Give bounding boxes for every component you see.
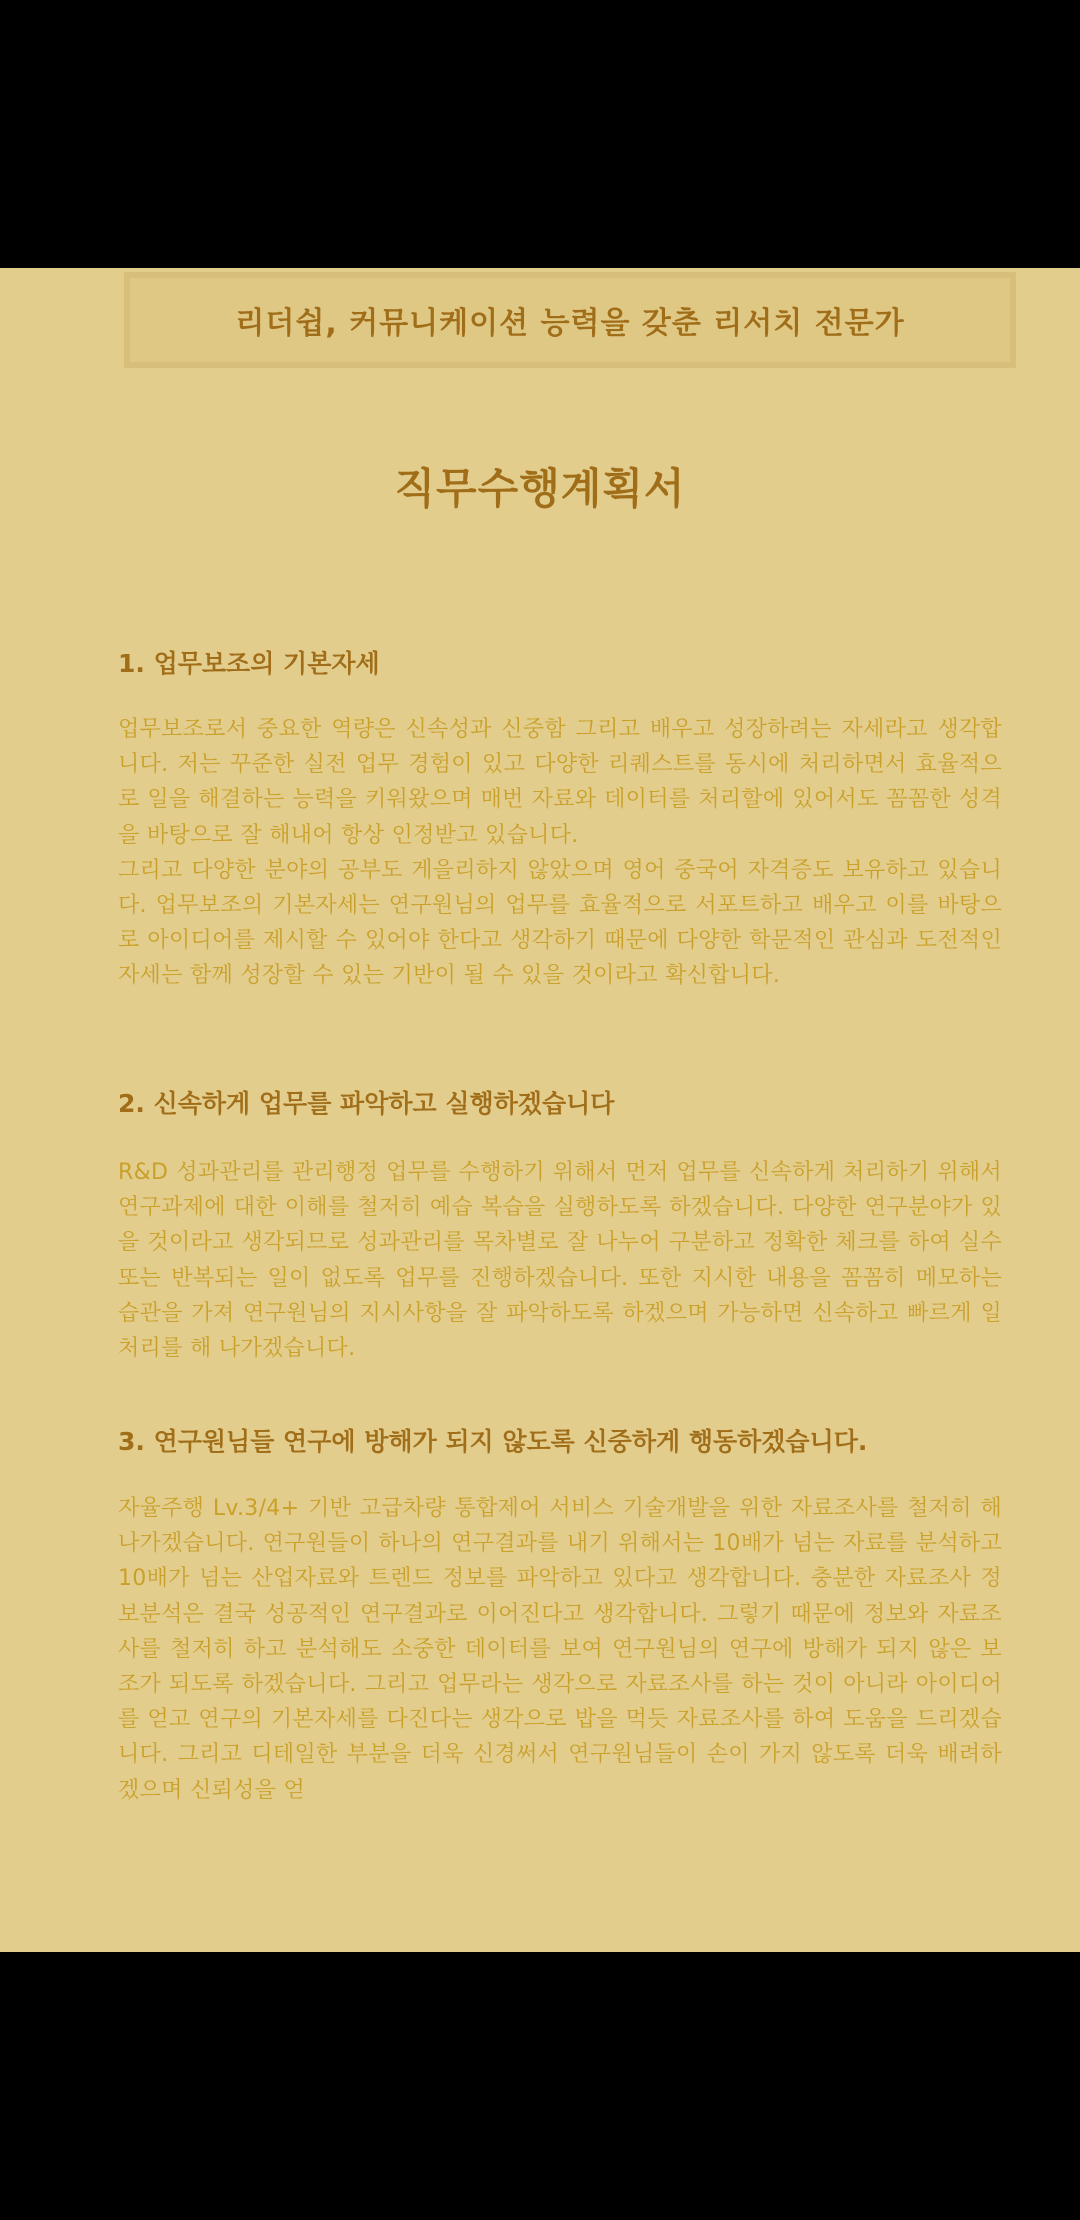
banner-text: 리더쉽, 커뮤니케이션 능력을 갖춘 리서치 전문가	[235, 306, 905, 341]
section-heading-1: 1. 업무보조의 기본자세	[118, 649, 380, 678]
section-heading-2: 2. 신속하게 업무를 파악하고 실행하겠습니다	[118, 1089, 615, 1118]
section-body-3: 자율주행 Lv.3/4+ 기반 고급차량 통합제어 서비스 기술개발을 위한 자료조사를 철저히 해나가겠습니다. 연구원들이 하나의 연구결과를 내기 위해서는 10배가 넘는 자료를 분석하고 10배가 넘는 산업자료와 트렌드 정보를 파악하고 있다고 생각합니다. 충분한 자료조사 정보분석은 결국 성공적인 연구결과로 이어진다고 생각합니다. 그렇기 때문에 정보와 자료조사를 철저히 하고 분석해도 소중한 데이터를 보여 연구원님의 연구에 방해가 되지 않은 보조가 되도록 하겠습니다. 그리고 업무라는 생각으로 자료조사를 하는 것이 아니라 아이디어를 얻고 연구의 기본자세를 다진다는 생각으로 밥을 먹듯 자료조사를 하여 도움을 드리겠습니다. 그리고 디테일한 부분을 더욱 신경써서 연구원님들이 손이 가지 않도록 더욱 배려하겠으며 신뢰성을 얻	[118, 1496, 1002, 1803]
section-body-1: 업무보조로서 중요한 역량은 신속성과 신중함 그리고 배우고 성장하려는 자세라고 생각합니다. 저는 꾸준한 실전 업무 경험이 있고 다양한 리퀘스트를 동시에 처리하면서 효율적으로 일을 해결하는 능력을 키워왔으며 매번 자료와 데이터를 처리할에 있어서도 꼼꼼한 성격을 바탕으로 잘 해내어 항상 인정받고 있습니다. 그리고 다양한 분야의 공부도 게을리하지 않았으며 영어 중국어 자격증도 보유하고 있습니다. 업무보조의 기본자세는 연구원님의 업무를 효율적으로 서포트하고 배우고 이를 바탕으로 아이디어를 제시할 수 있어야 한다고 생각하기 때문에 다양한 학문적인 관심과 도전적인 자세는 함께 성장할 수 있는 기반이 될 수 있을 것이라고 확신합니다.	[118, 717, 1002, 989]
header-banner	[124, 272, 1016, 368]
document-title: 직무수행계획서	[394, 464, 686, 513]
section-heading-3: 3. 연구원님들 연구에 방해가 되지 않도록 신중하게 행동하겠습니다.	[118, 1427, 868, 1456]
section-body-2: R&D 성과관리를 관리행정 업무를 수행하기 위해서 먼저 업무를 신속하게 처리하기 위해서 연구과제에 대한 이해를 철저히 예습 복습을 실행하도록 하겠습니다. 다양한 연구분야가 있을 것이라고 생각되므로 성과관리를 목차별로 잘 나누어 구분하고 정확한 체크를 하여 실수 또는 반복되는 일이 없도록 업무를 진행하겠습니다. 또한 지시한 내용을 꼼꼼히 메모하는 습관을 가져 연구원님의 지시사항을 잘 파악하도록 하겠으며 가능하면 신속하고 빠르게 일처리를 해 나가겠습니다.	[118, 1160, 1002, 1362]
document-page	[0, 268, 1080, 1952]
